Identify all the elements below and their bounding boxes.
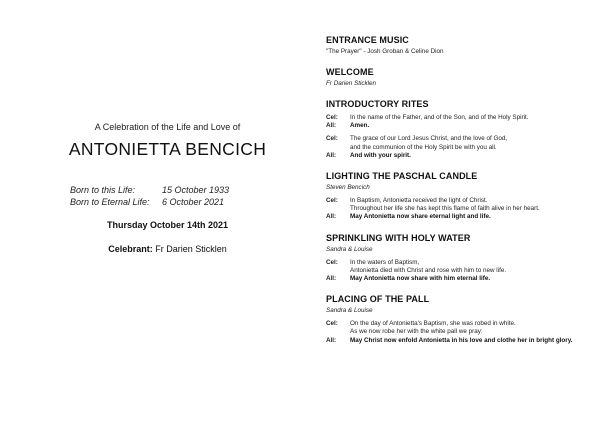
line-text: Amen. (350, 122, 370, 130)
speaker-label (326, 328, 350, 336)
speaker-label: All: (326, 275, 337, 283)
dialogue-line (326, 122, 588, 130)
dialogue-line (326, 144, 588, 152)
section-title: SPRINKLING WITH HOLY WATER (326, 232, 471, 243)
speaker-label: All: (326, 213, 337, 221)
speaker-label: All: (326, 336, 337, 344)
born-life-row (45, 184, 290, 196)
dialogue-line (326, 259, 588, 267)
section-paschal-candle (326, 171, 588, 222)
born-life-label: Born to this Life: (70, 185, 136, 195)
deceased-name: ANTONIETTA BENCICH (68, 139, 267, 159)
line-text: May Antonietta now share eternal light and life. (350, 213, 491, 221)
speaker-label (326, 267, 350, 275)
speaker-label: All: (326, 122, 337, 130)
dialogue-line (326, 320, 588, 328)
section-title: ENTRANCE MUSIC (326, 35, 409, 45)
line-text: May Christ now enfold Antonietta in his love and clothe her in bright glory. (350, 336, 573, 344)
born-life-date: 15 October 1933 (162, 185, 230, 195)
section-subtitle: Fr Darien Sticklen (326, 80, 377, 87)
dialogue-line (326, 197, 588, 205)
section-subtitle: Sandra & Louise (326, 307, 373, 315)
section-title: PLACING OF THE PALL (326, 294, 430, 305)
section-welcome (326, 67, 588, 88)
section-placing-pall (326, 294, 588, 345)
dialogue-lines (326, 114, 588, 160)
line-text: The grace of our Lord Jesus Christ, and the love of God, (350, 135, 508, 143)
line-text: Throughout her life she has kept this flame of faith alive in her heart. (350, 205, 540, 213)
line-text: On the day of Antonietta's Baptism, she was robed in white. (350, 320, 516, 328)
dialogue-line (326, 205, 588, 213)
line-text: And with your spirit. (350, 151, 411, 159)
section-title: WELCOME (326, 67, 374, 77)
speaker-label: Cel: (326, 197, 338, 205)
celebration-heading: A Celebration of the Life and Love of (94, 122, 241, 132)
speaker-label: Cel: (326, 114, 338, 121)
line-text: In the waters of Baptism, (350, 258, 420, 266)
line-text: Antonietta died with Christ and rose with him to new life. (350, 266, 507, 274)
dialogue-lines (326, 320, 588, 345)
dialogue-lines (326, 259, 588, 284)
dialogue-line (326, 267, 588, 275)
section-subtitle: "The Prayer" - Josh Groban & Celine Dion (326, 48, 444, 55)
speaker-label: Cel: (326, 135, 338, 143)
dialogue-line (326, 213, 588, 221)
speaker-label: All: (326, 151, 337, 159)
dialogue-lines (326, 197, 588, 222)
celebrant-name: Fr Darien Sticklen (155, 244, 227, 254)
section-introductory-rites (326, 99, 588, 160)
line-text: and the communion of the Holy Spirit be with you all. (350, 143, 497, 151)
dialogue-line (326, 337, 588, 345)
born-eternal-row (45, 196, 290, 208)
line-text: May Antonietta now share with him eternal life. (350, 275, 491, 283)
line-text: As we now robe her with the white pall we pray: (350, 328, 483, 336)
cover-panel (45, 122, 290, 254)
dialogue-line (326, 152, 588, 160)
celebrant-line (45, 244, 290, 254)
section-title: LIGHTING THE PASCHAL CANDLE (326, 171, 478, 182)
dialogue-line (326, 135, 588, 143)
dates-block (45, 184, 290, 208)
speaker-label (326, 144, 350, 152)
line-text: In the name of the Father, and of the Son, and of the Holy Spirit. (350, 114, 529, 121)
dialogue-line (326, 275, 588, 283)
speaker-label (326, 205, 350, 213)
section-title: INTRODUCTORY RITES (326, 99, 429, 109)
line-text: In Baptism, Antonietta received the light of Christ. (350, 197, 488, 205)
speaker-label: Cel: (326, 320, 338, 328)
speaker-label: Cel: (326, 258, 338, 266)
service-panel (326, 35, 588, 356)
section-subtitle: Sandra & Louise (326, 245, 373, 253)
celebrant-label: Celebrant: (108, 244, 153, 254)
section-holy-water (326, 233, 588, 284)
dialogue-line (326, 114, 588, 122)
section-subtitle: Steven Bencich (326, 184, 370, 192)
section-entrance-music (326, 35, 588, 56)
dialogue-line (326, 328, 588, 336)
born-eternal-date: 6 October 2021 (162, 197, 225, 207)
service-date: Thursday October 14th 2021 (106, 220, 229, 230)
born-eternal-label: Born to Eternal Life: (70, 197, 150, 207)
